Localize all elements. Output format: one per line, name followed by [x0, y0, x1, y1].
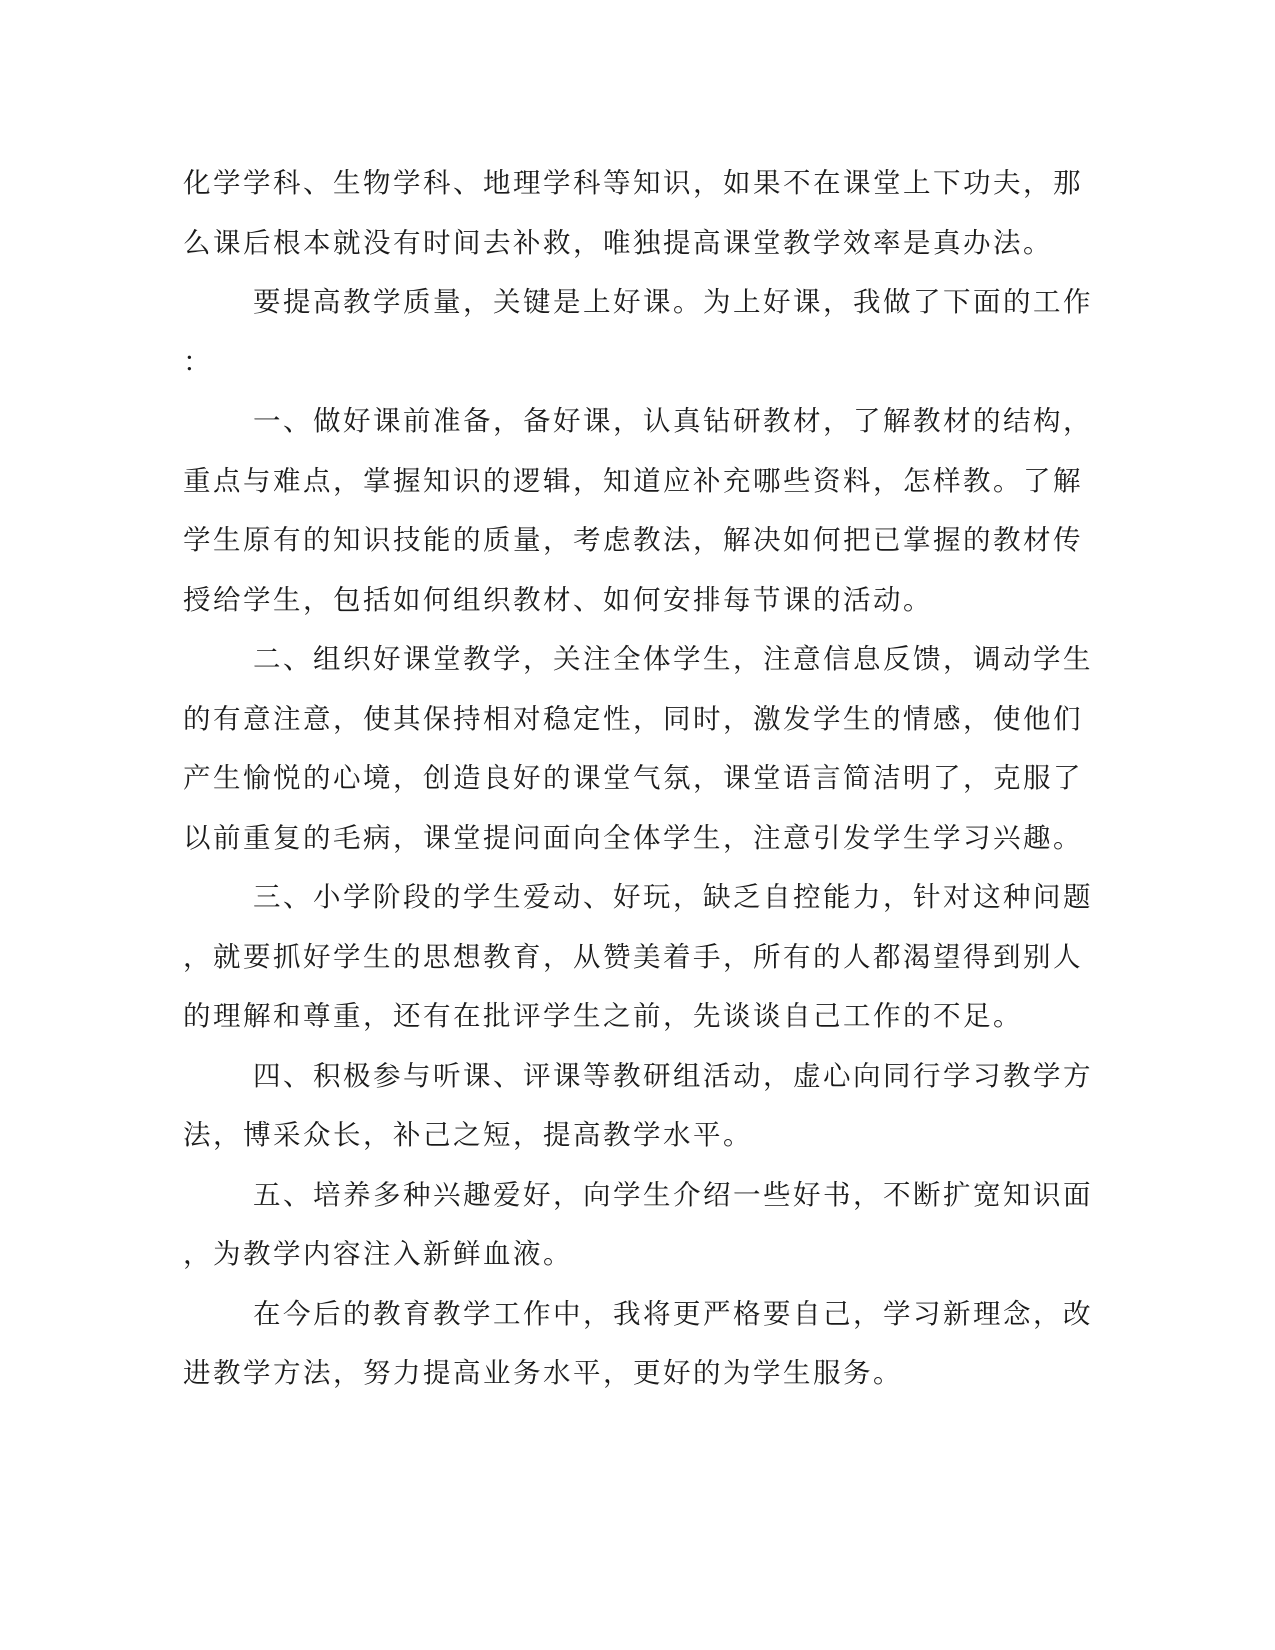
- text-line: 在今后的教育教学工作中，我将更严格要自己，学习新理念，改: [253, 1297, 1093, 1330]
- text-line: 进教学方法，努力提高业务水平，更好的为学生服务。: [183, 1357, 903, 1389]
- text-line: 的有意注意，使其保持相对稳定性，同时，激发学生的情感，使他们: [183, 702, 1083, 735]
- text-line: 四、积极参与听课、评课等教研组活动，虚心向同行学习教学方: [253, 1059, 1093, 1092]
- text-line: 法，博采众长，补己之短，提高教学水平。: [183, 1119, 753, 1151]
- text-line: ，就要抓好学生的思想教育，从赞美着手，所有的人都渴望得到别人: [183, 940, 1083, 973]
- text-line: 重点与难点，掌握知识的逻辑，知道应补充哪些资料，怎样教。了解: [183, 464, 1083, 497]
- text-line: 二、组织好课堂教学，关注全体学生，注意信息反馈，调动学生: [253, 643, 1093, 675]
- text-line: 三、小学阶段的学生爱动、好玩，缺乏自控能力，针对这种问题: [253, 881, 1093, 913]
- text-line: ：: [183, 345, 213, 378]
- text-line: 化学学科、生物学科、地理学科等知识，如果不在课堂上下功夫，那: [183, 167, 1083, 199]
- text-line: 要提高教学质量，关键是上好课。为上好课，我做了下面的工作: [253, 286, 1093, 318]
- text-line: 一、做好课前准备，备好课，认真钻研教材，了解教材的结构，: [253, 405, 1093, 437]
- text-line: ，为教学内容注入新鲜血液。: [183, 1238, 573, 1270]
- document-body: [183, 154, 1093, 1404]
- text-line: 以前重复的毛病，课堂提问面向全体学生，注意引发学生学习兴趣。: [183, 821, 1083, 854]
- text-line: 的理解和尊重，还有在批评学生之前，先谈谈自己工作的不足。: [183, 1000, 1023, 1032]
- text-line: 产生愉悦的心境，创造良好的课堂气氛，课堂语言简洁明了，克服了: [183, 762, 1083, 794]
- text-line: 五、培养多种兴趣爱好，向学生介绍一些好书，不断扩宽知识面: [253, 1178, 1093, 1211]
- text-line: 授给学生，包括如何组织教材、如何安排每节课的活动。: [183, 583, 933, 616]
- text-line: 么课后根本就没有时间去补救，唯独提高课堂教学效率是真办法。: [183, 226, 1053, 259]
- text-line: 学生原有的知识技能的质量，考虑教法，解决如何把已掌握的教材传: [183, 524, 1083, 556]
